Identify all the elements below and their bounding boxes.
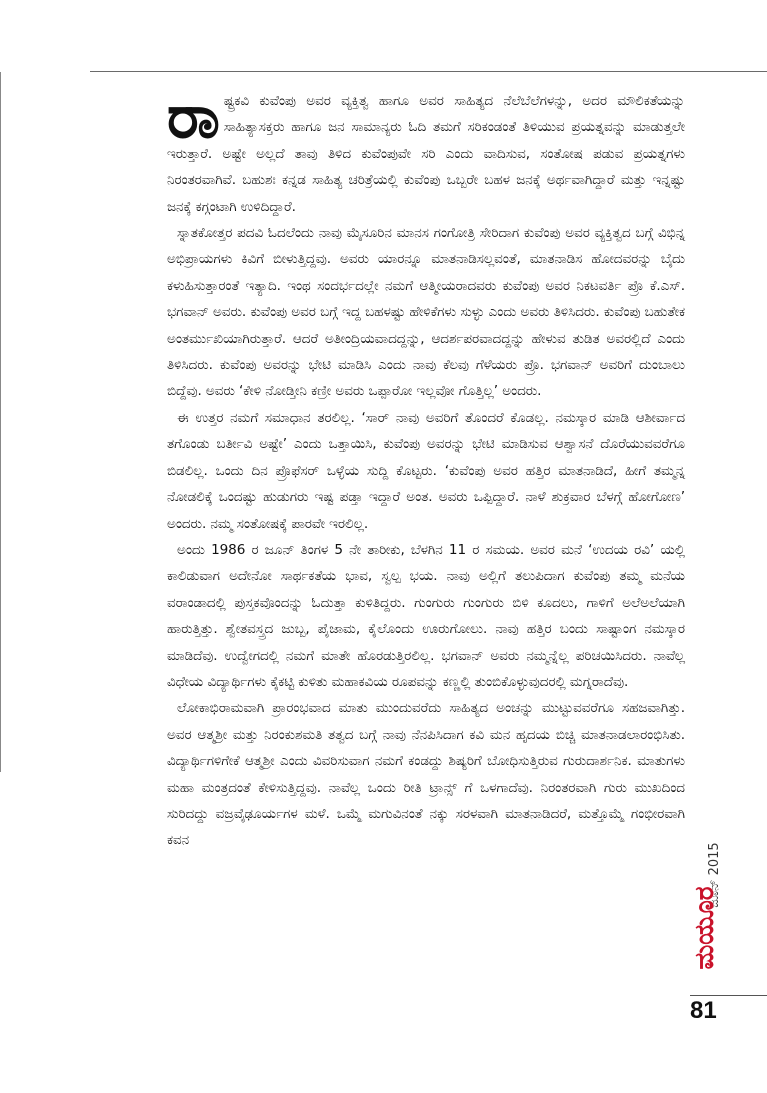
article-body [167,82,685,854]
left-margin-rule [0,72,1,772]
paragraph-1-text: ಷ್ಟ್ರಕವಿ ಕುವೆಂಪು ಅವರ ವ್ಯಕ್ತಿತ್ವ ಹಾಗೂ ಅವರ ಸಾಹಿತ್ಯದ ನೆಲೆಬೆಲೆಗಳನ್ನು, ಅದರ ಮೌಲಿಕತೆಯನ್ನು ಸಾಹಿತ್ಯಾಸಕ್ತರು ಹಾಗೂ ಜನ ಸಾಮಾನ್ಯರು ಓದಿ ತಮಗೆ ಸರಿಕಂಡಂತೆ ತಿಳಿಯುವ ಪ್ರಯತ್ನವನ್ನು ಮಾಡುತ್ತಲೇ ಇರುತ್ತಾರೆ. ಅಷ್ಟೇ ಅಲ್ಲದೆ ತಾವು ತಿಳಿದ ಕುವೆಂಪುವೇ ಸರಿ ಎಂದು ವಾದಿಸುವ, ಸಂತೋಷ ಪಡುವ ಪ್ರಯತ್ನಗಳು ನಿರಂತರವಾಗಿವೆ. ಬಹುಶಃ ಕನ್ನಡ ಸಾಹಿತ್ಯ ಚರಿತ್ರೆಯಲ್ಲಿ ಕುವೆಂಪು ಒಬ್ಬರೇ ಬಹಳ ಜನಕ್ಕೆ ಅರ್ಥವಾಗಿದ್ದಾರೆ ಮತ್ತು ಇನ್ನಷ್ಟು ಜನಕ್ಕೆ ಕಗ್ಗಂಟಾಗಿ ಉಳಿದಿದ್ದಾರೆ. [167,93,685,215]
magazine-side-strip [688,808,728,968]
paragraph-5: ಲೋಕಾಭಿರಾಮವಾಗಿ ಪ್ರಾರಂಭವಾದ ಮಾತು ಮುಂದುವರೆದು ಸಾಹಿತ್ಯದ ಅಂಚನ್ನು ಮುಟ್ಟುವವರೆಗೂ ಸಹಜವಾಗಿತ್ತು. ಅವರ ಆತ್ಮಶ್ರೀ ಮತ್ತು ನಿರಂಕುಶಮತಿ ತತ್ವದ ಬಗ್ಗೆ ನಾವು ನೆನಪಿಸಿದಾಗ ಕವಿ ಮನ ಹೃದಯ ಬಿಚ್ಚಿ ಮಾತನಾಡಲಾರಂಭಿಸಿತು. ವಿದ್ಯಾರ್ಥಿಗಳಿಗೇಕೆ ಆತ್ಮಶ್ರೀ ಎಂದು ವಿವರಿಸುವಾಗ ನಮಗೆ ಕಂಡದ್ದು ಶಿಷ್ಯರಿಗೆ ಬೋಧಿಸುತ್ತಿರುವ ಗುರುದಾರ್ಶನಿಕ. ಮಾತುಗಳು ಮಹಾ ಮಂತ್ರದಂತೆ ಕೇಳಿಸುತ್ತಿದ್ದವು. ನಾವೆಲ್ಲ ಒಂದು ರೀತಿ ಟ್ರಾನ್ಸ್ ಗೆ ಒಳಗಾದೆವು. ನಿರಂತರವಾಗಿ ಗುರು ಮುಖದಿಂದ ಸುರಿದದ್ದು ವಜ್ರವೈಢೂರ್ಯಗಳ ಮಳೆ. ಒಮ್ಮೆ ಮಗುವಿನಂತೆ ನಕ್ಕು ಸರಳವಾಗಿ ಮಾತನಾಡಿದರೆ, ಮತ್ತೊಮ್ಮೆ ಗಂಭೀರವಾಗಿ ಕವನ [167,700,685,849]
issue-date: ಜೂನ್ 2015 [707,842,722,908]
paragraph-4: ಅಂದು 1986 ರ ಜೂನ್ ತಿಂಗಳ 5 ನೇ ತಾರೀಕು, ಬೆಳಗಿನ 11 ರ ಸಮಯ. ಅವರ ಮನೆ ‘ಉದಯ ರವಿ’ ಯಲ್ಲಿ ಕಾಲಿಡುವಾಗ ಅದೇನೋ ಸಾರ್ಥಕತೆಯ ಭಾವ, ಸ್ವಲ್ಪ ಭಯ. ನಾವು ಅಲ್ಲಿಗೆ ತಲುಪಿದಾಗ ಕುವೆಂಪು ತಮ್ಮ ಮನೆಯ ವರಾಂಡಾದಲ್ಲಿ ಪುಸ್ತಕವೊಂದನ್ನು ಓದುತ್ತಾ ಕುಳಿತಿದ್ದರು. ಗುಂಗುರು ಗುಂಗುರು ಬಿಳಿ ಕೂದಲು, ಗಾಳಿಗೆ ಅಲೆಅಲೆಯಾಗಿ ಹಾರುತ್ತಿತ್ತು. ಶ್ವೇತವಸ್ತ್ರದ ಜುಬ್ಬ, ಪೈಜಾಮ, ಕೈಲೊಂದು ಊರುಗೋಲು. ನಾವು ಹತ್ತಿರ ಬಂದು ಸಾಷ್ಟಾಂಗ ನಮಸ್ಕಾರ ಮಾಡಿದೆವು. ಉದ್ವೇಗದಲ್ಲಿ ನಮಗೆ ಮಾತೇ ಹೊರಡುತ್ತಿರಲಿಲ್ಲ. ಭಗವಾನ್ ಅವರು ನಮ್ಮನ್ನೆಲ್ಲ ಪರಿಚಯಿಸಿದರು. ನಾವೆಲ್ಲ ವಿಧೇಯ ವಿದ್ಯಾರ್ಥಿಗಳು ಕೈಕಟ್ಟಿ ಕುಳಿತು ಮಹಾಕವಿಯ ರೂಪವನ್ನು ಕಣ್ಣಲ್ಲಿ ತುಂಬಿಕೊಳ್ಳುವುದರಲ್ಲಿ ಮಗ್ನರಾದೆವು. [167,541,685,690]
paragraph-3: ಈ ಉತ್ತರ ನಮಗೆ ಸಮಾಧಾನ ತರಲಿಲ್ಲ. ‘ಸಾರ್ ನಾವು ಅವರಿಗೆ ತೊಂದರೆ ಕೊಡಲ್ಲ. ನಮಸ್ಕಾರ ಮಾಡಿ ಆಶೀರ್ವಾದ ತಗೊಂಡು ಬರ್ತೀವಿ ಅಷ್ಟೇ’ ಎಂದು ಒತ್ತಾಯಿಸಿ, ಕುವೆಂಪು ಅವರನ್ನು ಭೇಟಿ ಮಾಡಿಸುವ ಆಶ್ವಾಸನೆ ದೊರೆಯುವವರೆಗೂ ಬಿಡಲಿಲ್ಲ. ಒಂದು ದಿನ ಪ್ರೊಫೆಸರ್ ಒಳ್ಳೆಯ ಸುದ್ದಿ ಕೊಟ್ಟರು. ‘ಕುವೆಂಪು ಅವರ ಹತ್ತಿರ ಮಾತನಾಡಿದೆ, ಹೀಗೆ ತಮ್ಮನ್ನ ನೋಡಲಿಕ್ಕೆ ಒಂದಷ್ಟು ಹುಡುಗರು ಇಷ್ಟ ಪಡ್ತಾ ಇದ್ದಾರೆ ಅಂತ. ಅವರು ಒಪ್ಪಿದ್ದಾರೆ. ನಾಳೆ ಶುಕ್ರವಾರ ಬೆಳಗ್ಗೆ ಹೋಗೋಣ’ ಅಂದರು. ನಮ್ಮ ಸಂತೋಷಕ್ಕೆ ಪಾರವೇ ಇರಲಿಲ್ಲ. [167,409,685,532]
top-rule [90,71,767,72]
paragraph-2: ಸ್ನಾತಕೋತ್ತರ ಪದವಿ ಓದಲೆಂದು ನಾವು ಮೈಸೂರಿನ ಮಾನಸ ಗಂಗೋತ್ರಿ ಸೇರಿದಾಗ ಕುವೆಂಪು ಅವರ ವ್ಯಕ್ತಿತ್ವದ ಬಗ್ಗೆ ವಿಭಿನ್ನ ಅಭಿಪ್ರಾಯಗಳು ಕಿವಿಗೆ ಬೀಳುತ್ತಿದ್ದವು. ಅವರು ಯಾರನ್ನೂ ಮಾತನಾಡಿಸಲ್ಲವಂತೆ, ಮಾತನಾಡಿಸ ಹೋದವರನ್ನು ಬೈದು ಕಳುಹಿಸುತ್ತಾರಂತೆ ಇತ್ಯಾದಿ. ಇಂಥ ಸಂದರ್ಭದಲ್ಲೇ ನಮಗೆ ಆತ್ಮೀಯರಾದವರು ಕುವೆಂಪು ಅವರ ನಿಕಟವರ್ತಿ ಪ್ರೊ ಕೆ.ಎಸ್. ಭಗವಾನ್ ಅವರು. ಕುವೆಂಪು ಅವರ ಬಗ್ಗೆ ಇದ್ದ ಬಹಳಷ್ಟು ಹೇಳಿಕೆಗಳು ಸುಳ್ಳು ಎಂದು ಅವರು ತಿಳಿಸಿದರು. ಕುವೆಂಪು ಬಹುತೇಕ ಅಂತರ್ಮುಖಿಯಾಗಿರುತ್ತಾರೆ. ಆದರೆ ಅತೀಂದ್ರಿಯವಾದದ್ದನ್ನು, ಆದರ್ಶಪರವಾದದ್ದನ್ನು ಹೇಳುವ ತುಡಿತ ಅವರಲ್ಲಿದೆ ಎಂದು ತಿಳಿಸಿದರು. ಕುವೆಂಪು ಅವರನ್ನು ಭೇಟಿ ಮಾಡಿಸಿ ಎಂದು ನಾವು ಕೆಲವು ಗೆಳೆಯರು ಪ್ರೊ. ಭಗವಾನ್ ಅವರಿಗೆ ದುಂಬಾಲು ಬಿದ್ದೆವು. ಅವರು ‘ಕೇಳಿ ನೋಡ್ತೀನಿ ಕಣ್ರೀ ಅವರು ಒಪ್ಪಾರೋ ಇಲ್ಲವೋ ಗೊತ್ತಿಲ್ಲ’ ಅಂದರು. [167,225,685,400]
page-number-rule [690,995,767,996]
paragraph-1 [167,82,685,220]
page-number: 81 [690,997,717,1024]
magazine-masthead: ಮಯೂರ [690,886,720,970]
drop-cap: ರಾ [167,82,220,152]
